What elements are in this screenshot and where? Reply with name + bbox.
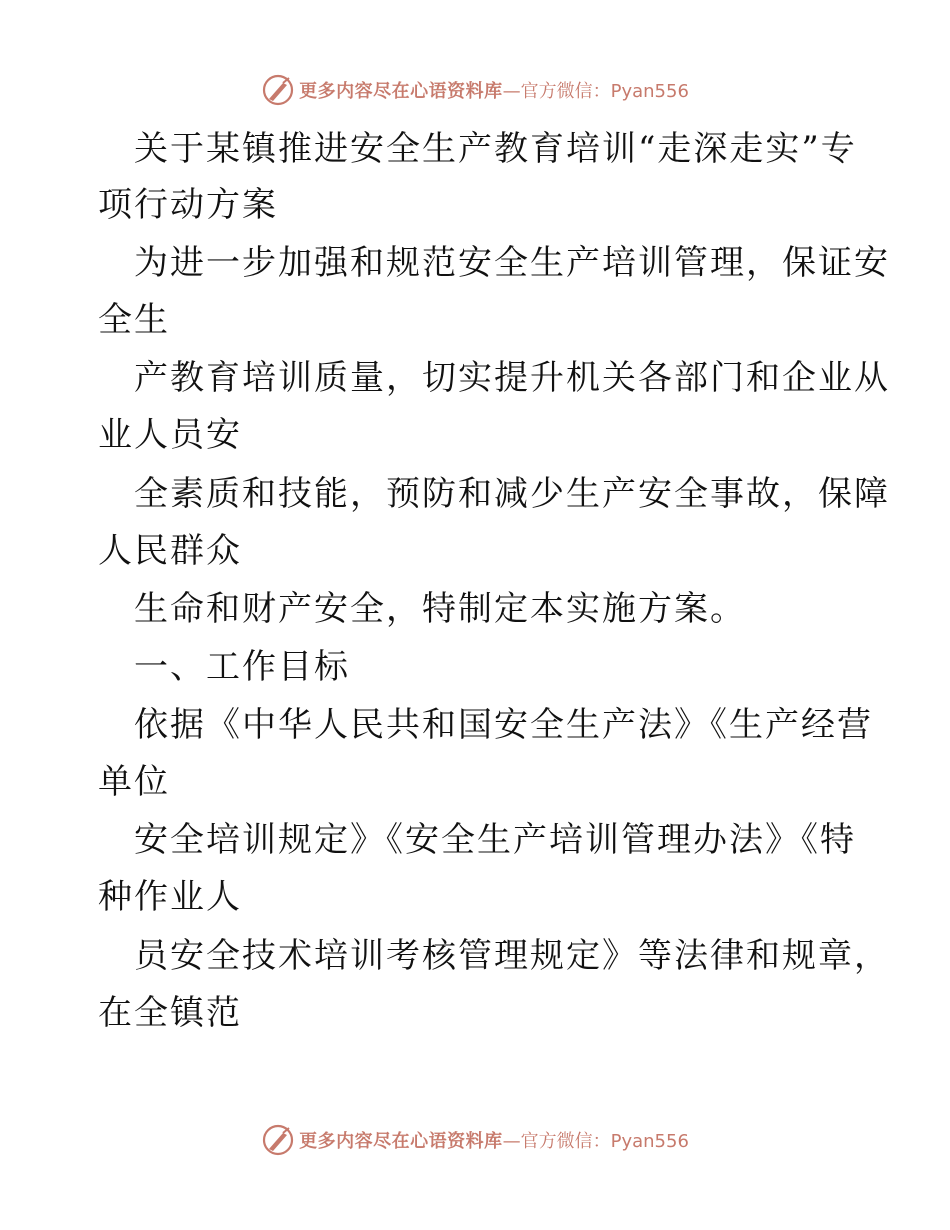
watermark-brand: 更多内容尽在心语资料库	[299, 1131, 503, 1152]
paragraph-line: 为进一步加强和规范安全生产培训管理，保证安	[134, 243, 890, 283]
watermark-contact: —官方微信：Pyan556	[502, 1131, 689, 1152]
paragraph-line: 产教育培训质量，切实提升机关各部门和企业从	[134, 358, 890, 398]
watermark-brand: 更多内容尽在心语资料库	[299, 81, 503, 102]
paragraph-line: 依据《中华人民共和国安全生产法》《生产经营	[134, 705, 873, 745]
paragraph-line: 业人员安	[98, 415, 242, 455]
doc-title-line-2: 项行动方案	[98, 185, 278, 225]
paragraph-line: 全生	[98, 300, 170, 340]
paragraph-line: 员安全技术培训考核管理规定》等法律和规章，	[134, 936, 890, 976]
watermark-contact: —官方微信：Pyan556	[502, 81, 689, 102]
paragraph-line: 生命和财产安全，特制定本实施方案。	[134, 589, 746, 629]
footer-watermark	[0, 1120, 950, 1160]
paragraph-line: 人民群众	[98, 531, 242, 571]
section-heading: 一、工作目标	[134, 647, 350, 687]
quill-logo-icon	[261, 1123, 295, 1157]
paragraph-line: 全素质和技能，预防和减少生产安全事故，保障	[134, 474, 890, 514]
doc-title-line-1: 关于某镇推进安全生产教育培训“走深走实”专	[134, 129, 857, 169]
paragraph-line: 种作业人	[98, 877, 242, 917]
paragraph-line: 安全培训规定》《安全生产培训管理办法》《特	[134, 820, 856, 860]
paragraph-line: 在全镇范	[98, 993, 242, 1033]
paragraph-line: 单位	[98, 762, 170, 802]
